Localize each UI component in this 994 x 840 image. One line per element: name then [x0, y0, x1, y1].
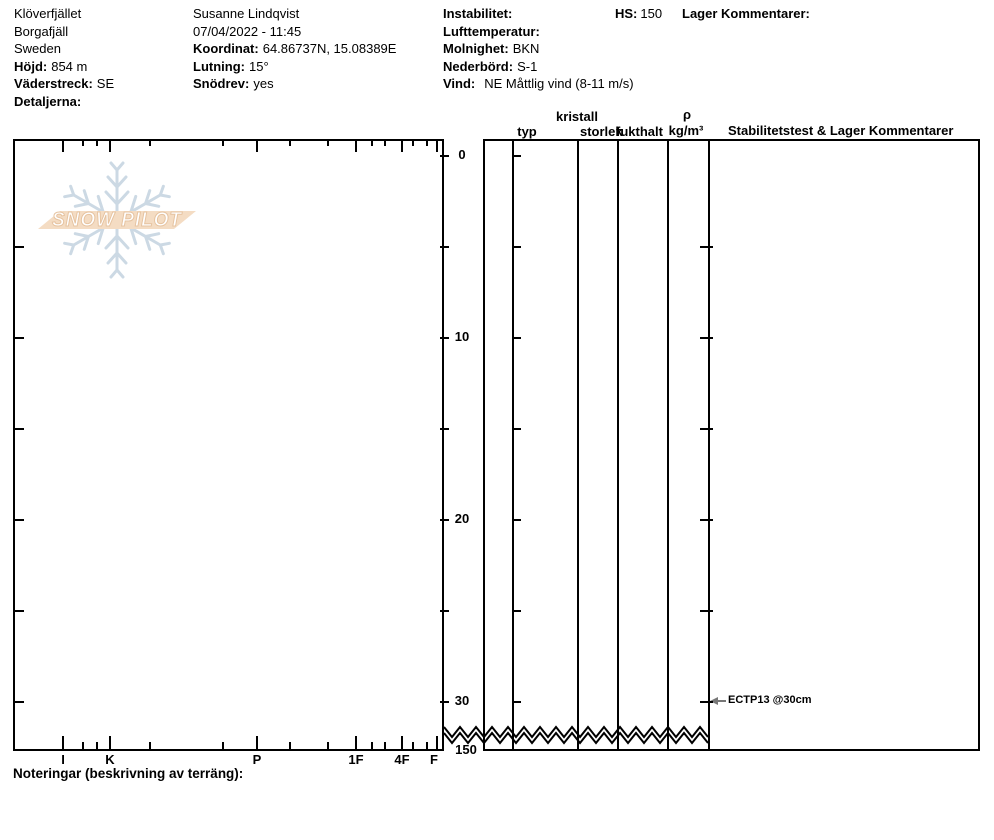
- sky-line: [443, 40, 634, 58]
- hardness-tick-minor: [426, 139, 428, 146]
- column-header-rho-unit: kg/m³: [668, 123, 704, 138]
- ect-result-annotation: ECTP13 @30cm: [728, 694, 812, 706]
- depth-tick: [440, 337, 449, 339]
- hardness-tick-minor: [289, 742, 291, 749]
- hardness-tick-minor: [96, 742, 98, 749]
- depth-tick-label: 30: [454, 693, 470, 708]
- column-header-kristall: kristall: [556, 109, 598, 124]
- layer-comments-line: [682, 5, 810, 23]
- detail-columns-box: [483, 139, 980, 751]
- depth-tick: [700, 610, 713, 612]
- aspect-label: Väderstreck:: [14, 76, 93, 92]
- hardness-tick-minor: [384, 742, 386, 749]
- depth-tick-label: 10: [454, 329, 470, 344]
- column-header-storlek: storlek: [580, 124, 623, 139]
- hardness-tick-minor: [289, 139, 291, 146]
- hardness-tick-minor: [149, 139, 151, 146]
- column-divider: [512, 139, 514, 751]
- column-header-fukthalt: fukthalt: [616, 124, 663, 139]
- aspect-line: [14, 75, 114, 93]
- depth-tick: [440, 610, 449, 612]
- wind-line: [443, 75, 634, 93]
- logo-text: SNOW PILOT: [52, 209, 183, 231]
- depth-tick: [440, 519, 449, 521]
- depth-tick: [440, 246, 449, 248]
- slope-label: Lutning:: [193, 58, 245, 74]
- depth-tick: [512, 428, 521, 430]
- hardness-label: 4F: [394, 752, 410, 767]
- hardness-tick-major: [256, 736, 258, 749]
- hardness-label: K: [105, 752, 115, 767]
- depth-tick-label: 0: [458, 147, 466, 162]
- location-country: Sweden: [14, 41, 61, 57]
- depth-tick: [15, 246, 24, 248]
- hardness-tick-minor: [222, 742, 224, 749]
- notes-label: Noteringar (beskrivning av terräng):: [13, 766, 244, 781]
- snowpilot-logo: [30, 150, 210, 280]
- header-layer-comments-block: [682, 5, 810, 23]
- depth-tick: [700, 701, 713, 703]
- depth-tick: [512, 155, 521, 157]
- depth-tick: [15, 428, 24, 430]
- depth-tick: [15, 519, 24, 521]
- location-name: Klöverfjället: [14, 6, 82, 21]
- depth-tick: [15, 701, 24, 703]
- column-divider: [617, 139, 619, 751]
- depth-tick: [512, 519, 521, 521]
- ect-arrow-line: [717, 700, 726, 702]
- column-header-rho: ρ: [682, 107, 692, 122]
- depth-tick: [15, 337, 24, 339]
- hardness-tick-minor: [426, 742, 428, 749]
- hardness-tick-minor: [222, 139, 224, 146]
- airtemp-line: [443, 23, 634, 41]
- depth-tick: [440, 428, 449, 430]
- hardness-tick-minor: [327, 139, 329, 146]
- hardness-tick-major: [109, 139, 111, 152]
- instability-label: Instabilitet:: [443, 6, 513, 21]
- precip-value: S-1: [517, 58, 538, 74]
- hardness-tick-major: [401, 736, 403, 749]
- depth-tick: [15, 610, 24, 612]
- details-line: [14, 93, 114, 111]
- depth-tick: [512, 337, 521, 339]
- sky-label: Molnighet:: [443, 41, 509, 57]
- header-conditions-block: [443, 5, 634, 93]
- depth-tick: [512, 246, 521, 248]
- hardness-tick-major: [62, 139, 64, 152]
- column-divider: [708, 139, 710, 751]
- instability-line: [443, 5, 634, 23]
- hardness-tick-minor: [371, 742, 373, 749]
- elevation-line: [14, 58, 114, 76]
- wind-value: NE Måttlig vind (8-11 m/s): [484, 76, 634, 92]
- hardness-tick-major: [436, 736, 438, 749]
- precip-line: [443, 58, 634, 76]
- drift-line: [193, 75, 396, 93]
- drift-label: Snödrev:: [193, 76, 250, 92]
- slope-value: 15°: [248, 58, 269, 74]
- hardness-tick-major: [62, 736, 64, 749]
- observation-datetime: 07/04/2022 - 11:45: [193, 23, 302, 39]
- depth-tick: [512, 701, 521, 703]
- elevation-label: Höjd:: [14, 58, 48, 74]
- layer-comments-label: Lager Kommentarer:: [682, 6, 810, 21]
- hardness-label: P: [252, 752, 262, 767]
- hardness-tick-minor: [371, 139, 373, 146]
- slope-line: [193, 58, 396, 76]
- hardness-tick-major: [256, 139, 258, 152]
- details-label: Detaljerna:: [14, 93, 82, 109]
- hardness-tick-major: [355, 139, 357, 152]
- hardness-tick-major: [401, 139, 403, 152]
- depth-tick: [700, 246, 713, 248]
- column-divider: [577, 139, 579, 751]
- precip-label: Nederbörd:: [443, 58, 514, 74]
- hardness-tick-major: [436, 139, 438, 152]
- hardness-label: 1F: [348, 752, 364, 767]
- hardness-label: F: [430, 752, 438, 767]
- wind-label: Vind:: [443, 76, 476, 92]
- column-header-typ: typ: [517, 124, 537, 139]
- depth-tick: [700, 337, 713, 339]
- depth-tick: [700, 519, 713, 521]
- elevation-value: 854 m: [51, 58, 88, 74]
- header-hs-block: [615, 5, 662, 23]
- hardness-tick-major: [109, 736, 111, 749]
- depth-tick: [440, 701, 449, 703]
- coordinate-value: 64.86737N, 15.08389E: [262, 41, 397, 57]
- hardness-tick-minor: [149, 742, 151, 749]
- depth-tick: [440, 155, 449, 157]
- sky-value: BKN: [512, 41, 540, 57]
- hardness-tick-minor: [412, 742, 414, 749]
- drift-value: yes: [253, 76, 274, 92]
- depth-tick-label: 20: [454, 511, 470, 526]
- hardness-label: I: [61, 752, 65, 767]
- depth-tick: [700, 428, 713, 430]
- depth-tick: [512, 610, 521, 612]
- column-header-stability: Stabilitetstest & Lager Kommentarer: [728, 123, 954, 138]
- coordinate-label: Koordinat:: [193, 41, 259, 57]
- airtemp-label: Lufttemperatur:: [443, 23, 540, 39]
- hardness-tick-minor: [384, 139, 386, 146]
- hardness-tick-minor: [327, 742, 329, 749]
- hardness-tick-minor: [82, 139, 84, 146]
- hs-label: HS:: [615, 6, 638, 21]
- hardness-tick-minor: [412, 139, 414, 146]
- hardness-tick-minor: [96, 139, 98, 146]
- header-observation-block: [193, 5, 396, 93]
- column-divider: [667, 139, 669, 751]
- observer-name: Susanne Lindqvist: [193, 6, 300, 21]
- hs-line: [615, 5, 662, 23]
- header-location-block: [14, 5, 114, 111]
- coordinate-line: [193, 40, 396, 58]
- aspect-value: SE: [96, 76, 115, 92]
- hs-value: 150: [640, 6, 663, 21]
- hardness-tick-major: [355, 736, 357, 749]
- hardness-tick-minor: [82, 742, 84, 749]
- location-region: Borgafjäll: [14, 23, 69, 39]
- depth-bottom-label: 150: [455, 742, 477, 757]
